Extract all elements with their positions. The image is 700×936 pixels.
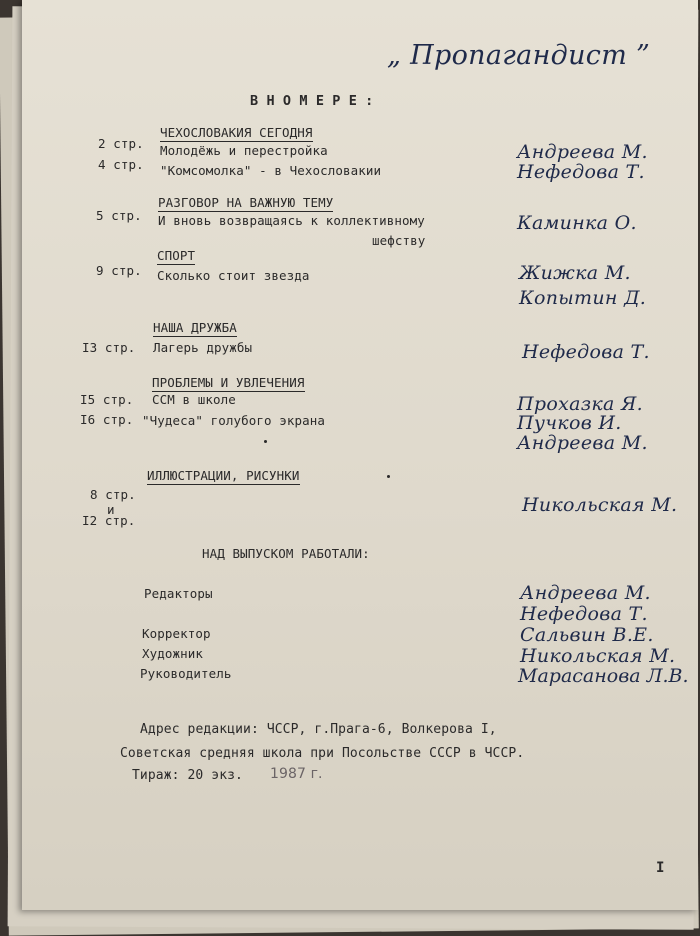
page-ref: I3 стр. [82, 340, 136, 355]
magazine-title: „ Пропагандист ” [387, 40, 651, 71]
author-signature: Каминка О. [517, 212, 637, 234]
section-heading: ЧЕХОСЛОВАКИЯ СЕГОДНЯ [160, 125, 313, 140]
staff-signature: Марасанова Л.В. [518, 665, 689, 687]
page-ref: 8 стр. [90, 487, 136, 502]
typed-page [22, 0, 698, 910]
in-issue-heading: В Н О М Е Р Е : [250, 93, 374, 109]
author-signature: Никольская М. [522, 494, 678, 516]
article-title: Молодёжь и перестройка [160, 143, 328, 158]
section-heading: РАЗГОВОР НА ВАЖНУЮ ТЕМУ [158, 195, 334, 210]
author-signature: Пучков И. [517, 412, 622, 434]
circulation: Тираж: 20 экз. [132, 768, 243, 783]
page-ref-connector: и [107, 502, 115, 517]
article-title: ССМ в школе [152, 392, 236, 407]
page-number: I [656, 860, 665, 876]
author-signature: Прохазка Я. [517, 393, 643, 415]
page-ref: 4 стр. [98, 157, 144, 172]
author-signature: Андреева М. [517, 432, 648, 454]
school-line: Советская средняя школа при Посольстве СССР в ЧССР. [120, 746, 525, 761]
page-ref: I2 стр. [82, 513, 136, 528]
page-ref: 5 стр. [96, 208, 142, 223]
article-title-continuation: шефству [372, 233, 426, 248]
author-signature: Андреева М. [517, 141, 648, 163]
section-heading: НАША ДРУЖБА [153, 320, 237, 335]
ink-dot [387, 475, 390, 478]
staff-signature: Нефедова Т. [520, 603, 648, 625]
page-ref: 2 стр. [98, 136, 144, 151]
ink-dot [264, 440, 267, 443]
article-title: "Комсомолка" - в Чехословакии [160, 163, 382, 178]
article-title: Сколько стоит звезда [157, 268, 310, 283]
article-title: "Чудеса" голубого экрана [142, 413, 326, 428]
staff-signature: Сальвин В.Е. [520, 624, 654, 646]
staff-role: Художник [142, 646, 204, 661]
article-title: Лагерь дружбы [153, 340, 253, 355]
staff-role: Корректор [142, 626, 211, 641]
page-ref: I5 стр. [80, 392, 134, 407]
section-heading: ИЛЛЮСТРАЦИИ, РИСУНКИ [147, 468, 300, 483]
author-signature: Копытин Д. [519, 287, 647, 309]
staff-role: Редакторы [144, 586, 213, 601]
staff-signature: Никольская М. [520, 645, 676, 667]
section-heading: СПОРТ [157, 248, 196, 263]
staff-heading: НАД ВЫПУСКОМ РАБОТАЛИ: [202, 546, 370, 561]
author-signature: Жижка М. [519, 262, 631, 284]
editorial-address: Адрес редакции: ЧССР, г.Прага-6, Волкерова I, [140, 722, 497, 737]
year-note: 1987 г. [270, 766, 323, 782]
page-ref: 9 стр. [96, 263, 142, 278]
staff-role: Руководитель [140, 666, 232, 681]
author-signature: Нефедова Т. [522, 341, 650, 363]
staff-signature: Андреева М. [520, 582, 651, 604]
author-signature: Нефедова Т. [517, 161, 645, 183]
page-ref: I6 стр. [80, 412, 134, 427]
section-heading: ПРОБЛЕМЫ И УВЛЕЧЕНИЯ [152, 375, 305, 390]
article-title: И вновь возвращаясь к коллективному [158, 213, 425, 228]
